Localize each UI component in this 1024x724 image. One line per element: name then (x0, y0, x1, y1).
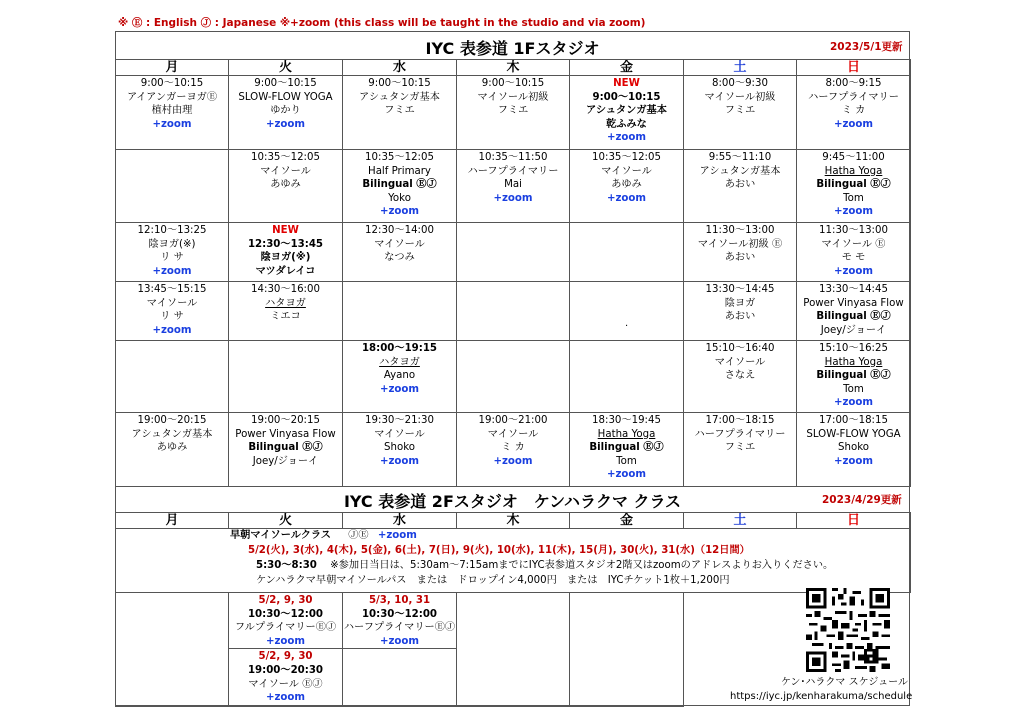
class-cell (229, 282, 343, 341)
cell-line: あおい (724, 252, 756, 264)
day-header: 日 (797, 60, 911, 76)
class-name: ハタヨガ (379, 356, 420, 368)
cell-line: 9:55〜11:10 (708, 152, 772, 163)
cell-line: 9:00〜10:15 (140, 78, 204, 89)
cell-line: マイソール (714, 356, 766, 368)
day-header: 月 (116, 60, 229, 76)
bilingual-tag: Bilingual ⒺⒿ (816, 311, 891, 323)
zoom-tag: +zoom (379, 455, 420, 467)
zoom-tag: +zoom (833, 455, 874, 467)
day-header: 土 (684, 513, 797, 529)
morning-class-info (230, 528, 910, 588)
cell-line: ミ カ (841, 105, 866, 117)
morning-class-title: 早朝マイソールクラス (230, 530, 331, 541)
cell-line: アシュタンガ基本 (131, 428, 213, 440)
class-cell (229, 413, 343, 487)
cell-line: あゆみ (156, 442, 188, 454)
class-cell (570, 341, 684, 413)
cell-line: SLOW-FLOW YOGA (806, 428, 901, 440)
morning-class-time: 5:30〜8:30 (256, 560, 317, 571)
day-header: 日 (797, 513, 911, 529)
cell-line: アシュタンガ基本 (699, 165, 781, 177)
day-header: 木 (457, 60, 570, 76)
cell-line: 14:30〜16:00 (251, 284, 320, 295)
cell-line: Joey/ジョーイ (820, 324, 887, 336)
schedule-row (116, 150, 911, 223)
class-cell (797, 150, 911, 223)
class-cell (684, 150, 797, 223)
cell-line: 乾ふみな (606, 118, 647, 130)
morning-class-price: ケンハラクマ早朝マイソールパス または ドロップイン4,000円 または IYCチケット1枚＋1,200円 (256, 575, 730, 586)
day-header: 金 (570, 513, 684, 529)
cell-line: Tom (616, 455, 637, 467)
cell-line: リ サ (160, 252, 184, 264)
zoom-tag: +zoom (833, 265, 874, 277)
bilingual-tag: Bilingual ⒺⒿ (248, 442, 323, 454)
class-cell (684, 76, 797, 150)
zoom-tag: +zoom (606, 132, 647, 144)
class-cell (797, 413, 911, 487)
cell-2f-tue-b (229, 649, 343, 707)
day-header: 木 (457, 513, 570, 529)
class-cell (343, 150, 457, 223)
cell-line: 18:30〜19:45 (592, 415, 661, 426)
class-cell (229, 76, 343, 150)
class-cell (570, 223, 684, 282)
cell-line: Tom (843, 192, 864, 204)
zoom-tag: +zoom (265, 118, 306, 130)
cell-line: 9:00〜10:15 (481, 78, 545, 89)
studio-2f-updated: 2023/4/29更新 (822, 494, 902, 506)
cell-line: 10:35〜11:50 (478, 152, 548, 163)
class-cell (457, 413, 570, 487)
schedule-row (116, 413, 911, 487)
cell-line: マイソール (374, 428, 425, 440)
class-name: Hatha Yoga (597, 428, 656, 440)
zoom-tag: +zoom (833, 397, 874, 409)
cell-line: Tom (843, 383, 864, 395)
cell-line: 15:10〜16:40 (705, 343, 775, 354)
cell-line: アシュタンガ基本 (359, 91, 440, 103)
class-cell (570, 282, 684, 341)
cell-line: ミ カ (501, 442, 525, 454)
cell-line: モ モ (841, 252, 866, 264)
class-cell (457, 150, 570, 223)
class-cell (570, 413, 684, 487)
cell-line: 17:00〜18:15 (819, 415, 888, 426)
zoom-tag: +zoom (493, 455, 533, 467)
studio-1f-updated: 2023/5/1更新 (830, 41, 903, 53)
cell-line: Power Vinyasa Flow (803, 297, 904, 309)
class-cell (684, 282, 797, 341)
cell-line: あゆみ (270, 179, 301, 191)
cell-2f-wed-a (343, 593, 457, 649)
cell-line: Shoko (384, 442, 415, 454)
cell-line: マイソール初級 Ⓔ (697, 238, 783, 250)
cell-line: フミエ (724, 105, 756, 117)
day-header: 水 (343, 513, 457, 529)
cell-line: Joey/ジョーイ (252, 455, 319, 467)
cell-line: ハーフプライマリー (467, 165, 559, 177)
schedule-qr-code[interactable] (803, 588, 893, 672)
class-cell (570, 76, 684, 150)
cell-line: さなえ (724, 370, 756, 382)
cell-line: 13:30〜14:45 (819, 284, 888, 295)
class-cell (343, 76, 457, 150)
class-name: ハタヨガ (265, 297, 306, 309)
class-name: Hatha Yoga (824, 165, 883, 177)
class-cell (457, 76, 570, 150)
qr-caption-title: ケン･ハラクマ スケジュール (780, 677, 908, 688)
cell-line: フミエ (497, 105, 529, 117)
class-cell (116, 223, 229, 282)
cell-line: Power Vinyasa Flow (235, 428, 336, 440)
class-cell (343, 223, 457, 282)
class-cell (684, 341, 797, 413)
cell-line: 10:30〜12:00 (247, 608, 324, 620)
cell-line: リ サ (160, 311, 184, 323)
zoom-tag: +zoom (152, 265, 192, 277)
class-name: Hatha Yoga (824, 356, 883, 368)
class-cell (684, 223, 797, 282)
cell-line: ゆかり (270, 105, 301, 117)
cell-line: 15:10〜16:25 (819, 343, 888, 354)
bilingual-tag: Bilingual ⒺⒿ (816, 179, 891, 191)
cell-line: アイアンガーヨガⒺ (126, 91, 218, 103)
cell-line: 12:30〜14:00 (365, 225, 434, 236)
cell-line: 陰ヨガ(※) (260, 252, 311, 264)
cell-line: ハーフプライマリーⒺⒿ (343, 622, 456, 634)
studio-1f-schedule-table (115, 59, 911, 487)
cell-line: あおい (724, 179, 756, 191)
studio-2f-title: IYC 表参道 2Fスタジオ ケンハラクマ クラス (343, 492, 682, 511)
cell-2f-mon (116, 593, 229, 707)
class-cell (570, 150, 684, 223)
cell-line: 10:35〜12:05 (592, 152, 661, 163)
studio-1f-title: IYC 表参道 1Fスタジオ (425, 39, 600, 58)
class-cell (797, 76, 911, 150)
class-dates: 5/2, 9, 30 (258, 595, 313, 606)
cell-line: 17:00〜18:15 (705, 415, 775, 426)
cell-line: 10:30〜12:00 (361, 608, 438, 620)
cell-line: マイソール (601, 165, 652, 177)
bilingual-tag: Bilingual ⒺⒿ (589, 442, 664, 454)
zoom-tag: +zoom (379, 635, 420, 647)
class-cell (229, 341, 343, 413)
cell-line: マツダレイコ (255, 265, 316, 277)
zoom-tag: +zoom (833, 206, 874, 218)
zoom-tag: +zoom (152, 118, 192, 130)
class-cell (116, 341, 229, 413)
zoom-tag: +zoom (379, 383, 420, 395)
day-header: 土 (684, 60, 797, 76)
class-cell (116, 150, 229, 223)
class-dates: 5/2, 9, 30 (258, 651, 313, 663)
cell-2f-wed-b (343, 649, 457, 707)
zoom-tag: +zoom (606, 469, 647, 481)
cell-line: 13:30〜14:45 (705, 284, 775, 295)
cell-line: ハーフプライマリー (694, 428, 786, 440)
cell-line: マイソール (260, 165, 311, 177)
morning-class-dates: 5/2(火), 3(水), 4(木), 5(金), 6(土), 7(日), 9(火), 10(水), 11(木), 15(月), 30(火), 31(水)（12日間） (248, 545, 750, 556)
zoom-tag: +zoom (265, 692, 306, 704)
cell-line: あおい (724, 311, 756, 323)
class-cell (229, 150, 343, 223)
day-header: 月 (116, 513, 229, 529)
class-dates: 5/3, 10, 31 (368, 595, 431, 606)
class-cell (116, 282, 229, 341)
cell-line: 9:45〜11:00 (822, 152, 885, 163)
cell-line: 19:00〜20:15 (137, 415, 207, 426)
cell-2f-tue-a (229, 593, 343, 649)
qr-caption (730, 676, 913, 704)
cell-line: 11:30〜13:00 (705, 225, 775, 236)
cell-line: 陰ヨガ(※) (148, 238, 196, 250)
zoom-tag: +zoom (265, 635, 306, 647)
class-cell (116, 413, 229, 487)
zoom-tag: +zoom (379, 206, 420, 218)
class-cell (797, 223, 911, 282)
cell-line: 8:00〜9:15 (825, 78, 882, 89)
zoom-tag: +zoom (606, 192, 647, 204)
cell-line: マイソール初級 (704, 91, 776, 103)
cell-line: Half Primary (368, 165, 431, 177)
morning-class-zoom: +zoom (377, 530, 417, 541)
cell-line: フルプライマリーⒺⒿ (234, 622, 337, 634)
day-header: 水 (343, 60, 457, 76)
class-cell (457, 341, 570, 413)
cell-line: 9:00〜10:15 (368, 78, 431, 89)
morning-class-note: ※参加日当日は、5:30am〜7:15amまでにIYC表参道スタジオ2階又はzoomのアドレスよりお入りください。 (330, 560, 834, 571)
cell-2f-fri (570, 593, 684, 707)
cell-line: マイソール ⒺⒿ (248, 678, 323, 690)
class-cell (343, 341, 457, 413)
class-cell (343, 413, 457, 487)
cell-line: マイソール (487, 428, 539, 440)
class-cell (457, 223, 570, 282)
cell-line: 19:00〜20:15 (251, 415, 320, 426)
cell-line: マイソール Ⓔ (821, 238, 886, 250)
cell-line: 8:00〜9:30 (712, 78, 768, 89)
schedule-row (116, 282, 911, 341)
morning-class-flags: ⒿⒺ (348, 530, 369, 541)
class-cell (797, 282, 911, 341)
cell-line: 19:30〜21:30 (365, 415, 434, 426)
schedule-row (116, 76, 911, 150)
cell-line: 12:10〜13:25 (137, 225, 207, 236)
cell-line: 9:00〜10:15 (592, 91, 661, 103)
cell-line: フミエ (384, 105, 415, 117)
zoom-tag: +zoom (152, 324, 192, 336)
class-cell (797, 341, 911, 413)
cell-line: Yoko (388, 192, 411, 204)
day-header: 金 (570, 60, 684, 76)
cell-line: 10:35〜12:05 (365, 152, 434, 163)
cell-line: 陰ヨガ (724, 297, 756, 309)
stray-mark: . (625, 318, 629, 329)
class-cell (343, 282, 457, 341)
cell-2f-thu (457, 593, 570, 707)
cell-line: マイソール (374, 238, 425, 250)
cell-line: フミエ (724, 442, 756, 454)
bilingual-tag: Bilingual ⒺⒿ (362, 179, 437, 191)
cell-line: 12:30〜13:45 (247, 238, 324, 250)
cell-line: マイソール初級 (477, 91, 549, 103)
zoom-tag: +zoom (833, 118, 874, 130)
class-cell (229, 223, 343, 282)
cell-line: マイソール (146, 297, 198, 309)
cell-line: あゆみ (611, 179, 642, 191)
class-cell (116, 76, 229, 150)
cell-line: Ayano (383, 370, 416, 382)
class-cell (684, 413, 797, 487)
cell-line: Mai (504, 179, 522, 191)
cell-line: ハーフプライマリー (808, 91, 899, 103)
cell-line: アシュタンガ基本 (586, 105, 667, 117)
cell-line: 9:00〜10:15 (254, 78, 317, 89)
schedule-row (116, 223, 911, 282)
cell-line: 植村由理 (151, 105, 193, 117)
cell-line: 10:35〜12:05 (251, 152, 320, 163)
new-badge: NEW (272, 225, 299, 236)
cell-line: 18:00〜19:15 (361, 343, 438, 354)
cell-line: 11:30〜13:00 (819, 225, 888, 236)
schedule-url-link[interactable]: https://iyc.jp/kenharakuma/schedule (730, 691, 913, 702)
zoom-tag: +zoom (493, 192, 533, 204)
cell-line: 13:45〜15:15 (137, 284, 207, 295)
day-header: 火 (229, 513, 343, 529)
cell-line: Shoko (838, 442, 869, 454)
legend: ※ Ⓔ : English Ⓙ : Japanese ※+zoom (this class will be taught in the studio and via zoom) (118, 17, 646, 29)
schedule-row (116, 341, 911, 413)
day-header: 火 (229, 60, 343, 76)
cell-line: 19:00〜21:00 (478, 415, 548, 426)
cell-line: ミエコ (270, 311, 301, 323)
class-cell (457, 282, 570, 341)
bilingual-tag: Bilingual ⒺⒿ (816, 370, 891, 382)
new-badge: NEW (613, 78, 640, 89)
cell-line: なつみ (384, 252, 415, 264)
cell-line: SLOW-FLOW YOGA (238, 91, 333, 103)
cell-line: 19:00〜20:30 (247, 664, 324, 676)
